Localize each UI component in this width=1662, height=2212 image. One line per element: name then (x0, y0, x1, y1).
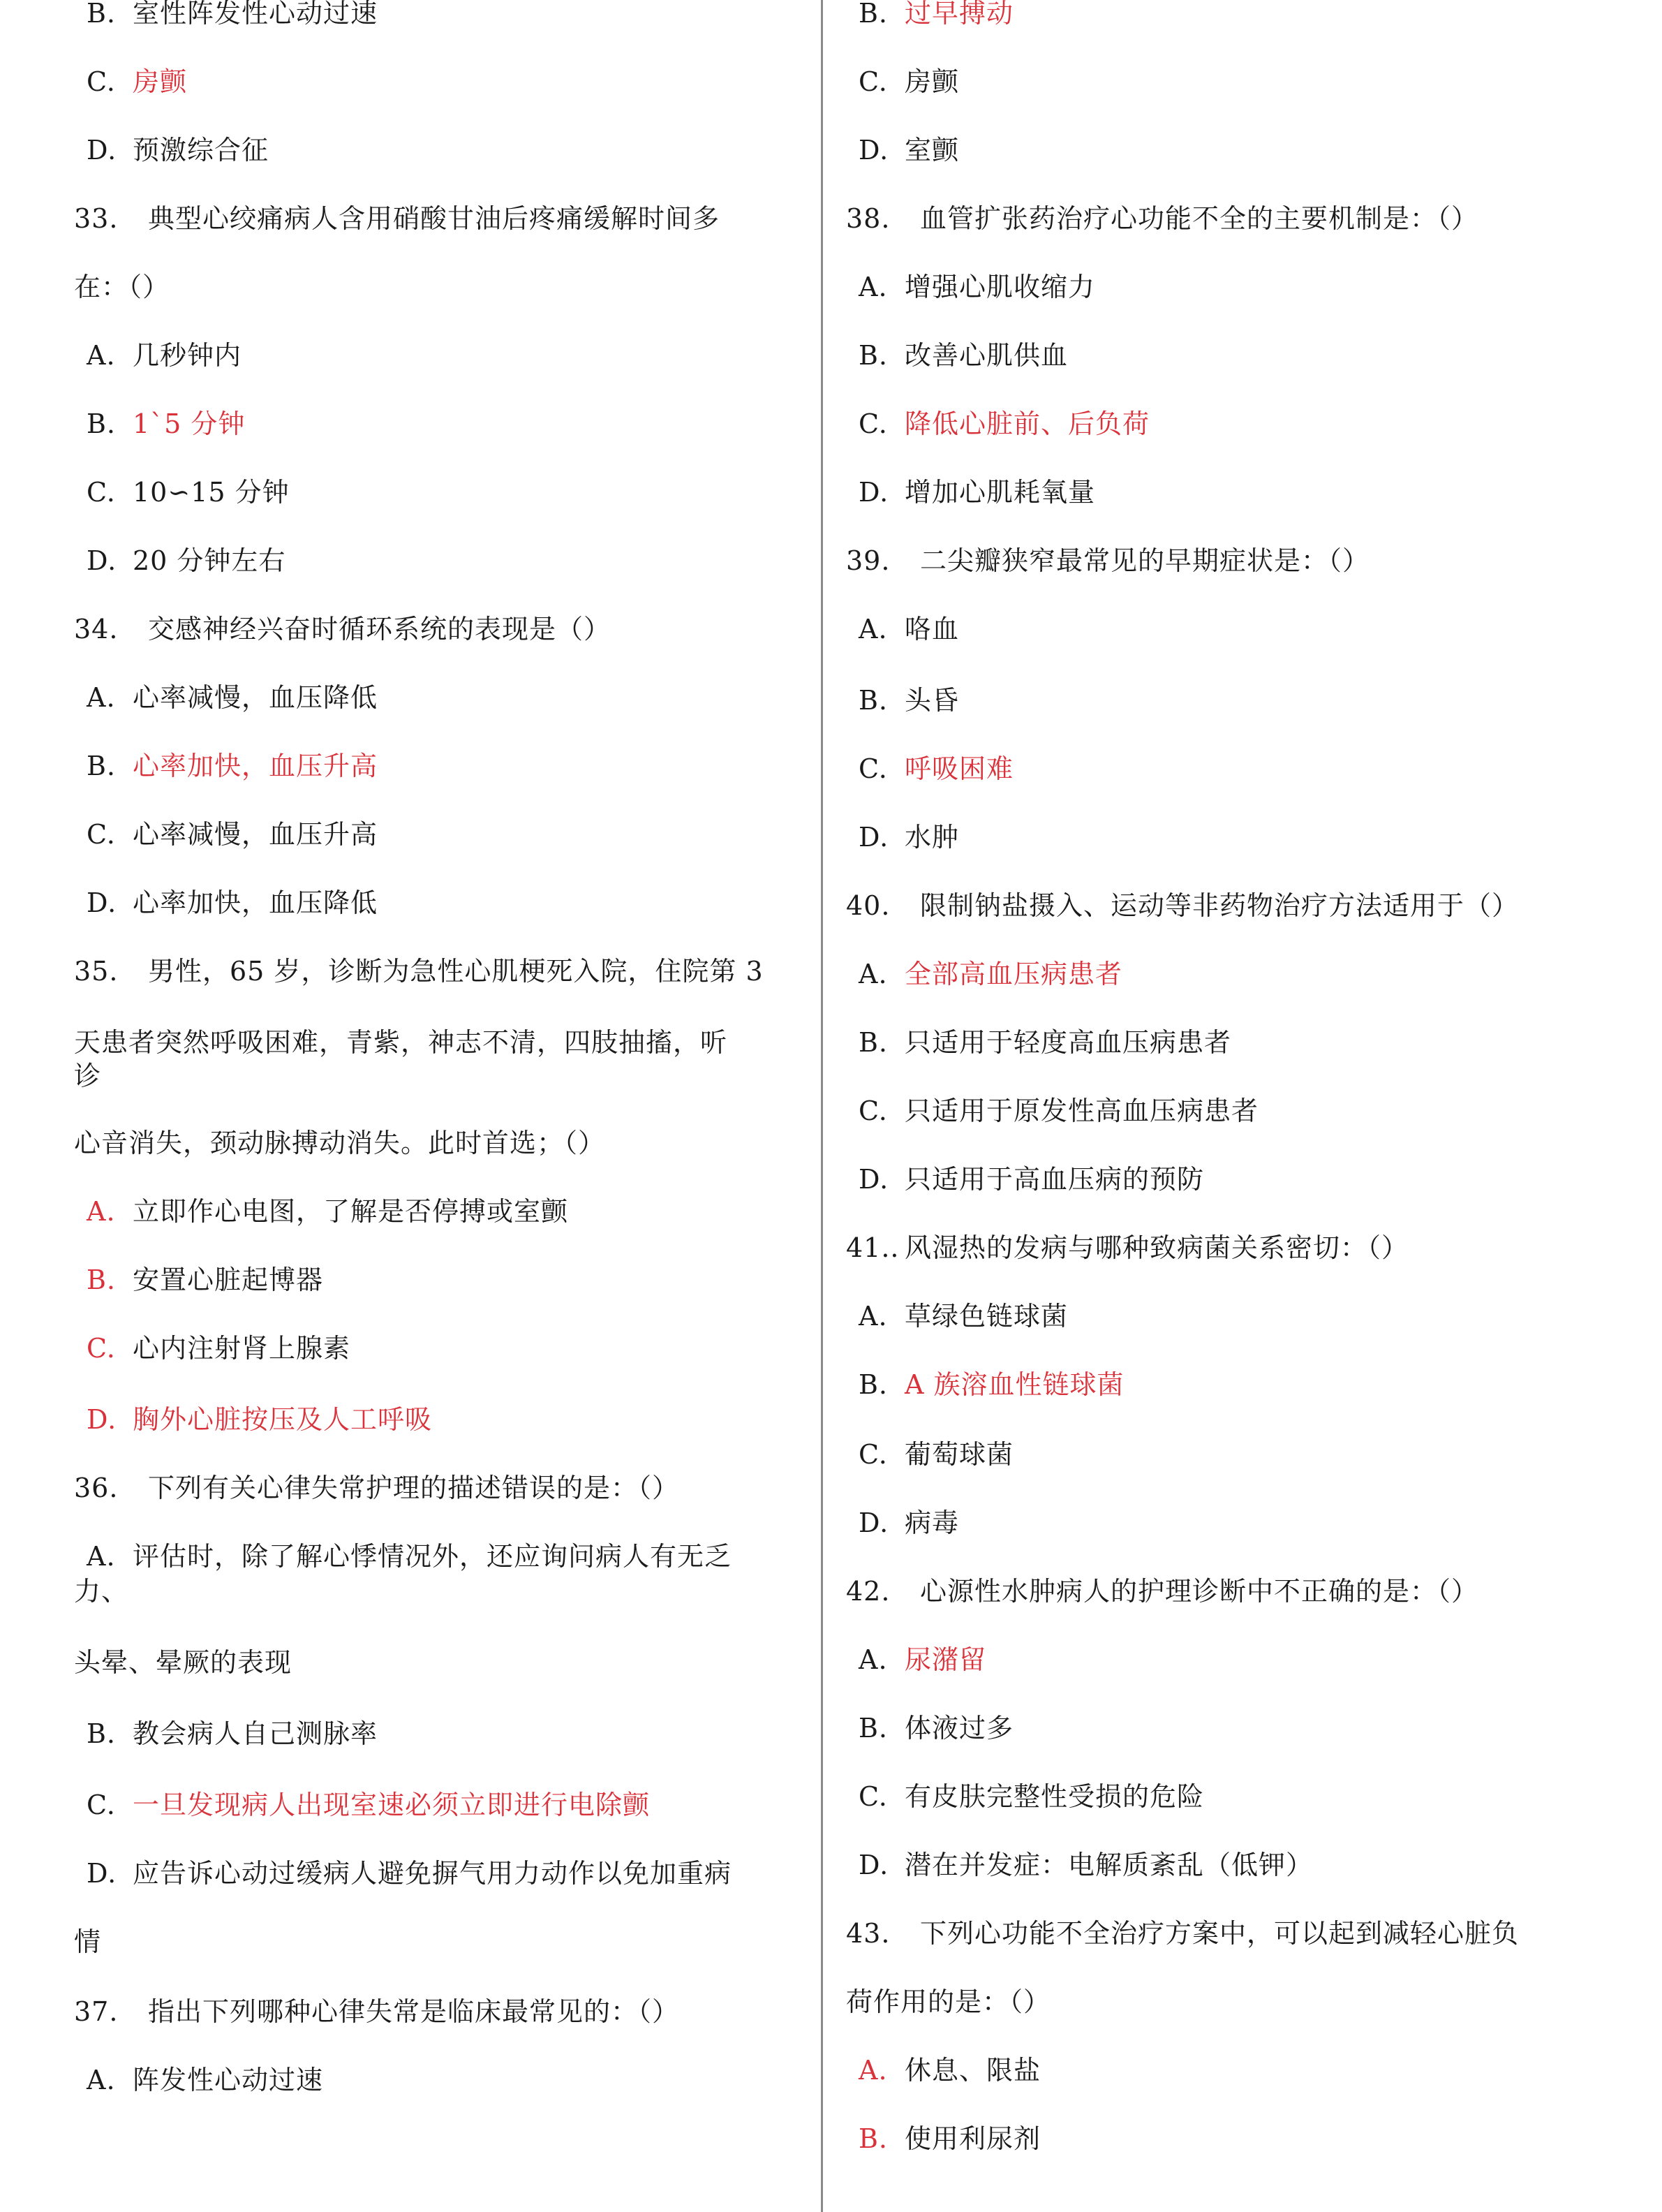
continuation-text: 诊 (74, 1061, 102, 1091)
question-stem (74, 616, 611, 642)
option-text: 20 分钟左右 (133, 545, 286, 576)
question-text: 下列心功能不全治疗方案中，可以起到减轻心脏负 (920, 1918, 1520, 1949)
answer-option (859, 408, 1150, 439)
question-text: 下列有关心律失常护理的描述错误的是：（） (148, 1473, 680, 1503)
option-text: 潜在并发症：电解质紊乱（低钾） (905, 1850, 1314, 1880)
continuation-text: 头晕、晕厥的表现 (74, 1647, 292, 1678)
option-letter: B. (859, 0, 889, 29)
answer-option (859, 342, 1068, 369)
option-text: 头昏 (905, 685, 960, 716)
option-text: 降低心脏前、后负荷 (905, 408, 1150, 439)
question-number: 35. (74, 956, 119, 987)
option-letter: C. (87, 1333, 116, 1364)
answer-option (859, 1507, 960, 1538)
option-letter: D. (859, 822, 889, 853)
option-letter: D. (859, 135, 889, 165)
answer-option (87, 753, 378, 779)
option-letter: C. (859, 408, 888, 439)
option-text: 尿潴留 (905, 1644, 987, 1675)
answer-option (87, 1335, 350, 1362)
answer-option (87, 342, 242, 369)
question-stem (846, 1234, 1409, 1261)
continuation-text: 心音消失，颈动脉搏动消失。此时首选；（） (74, 1128, 606, 1158)
option-text: 咯血 (905, 614, 960, 644)
option-letter: B. (87, 1264, 117, 1295)
option-text: 立即作心电图，了解是否停搏或室颤 (133, 1196, 569, 1227)
option-letter: B. (859, 1713, 889, 1743)
answer-option (859, 1371, 1125, 1398)
option-text: 房颤 (133, 66, 188, 97)
question-number: 42. (846, 1576, 891, 1607)
question-stem (846, 547, 1370, 574)
option-letter: C. (859, 66, 888, 97)
option-text: 使用利尿剂 (905, 2123, 1041, 2154)
option-text: 病毒 (905, 1507, 960, 1538)
answer-option (87, 684, 378, 711)
option-text: 增加心肌耗氧量 (905, 477, 1096, 508)
answer-option (859, 1029, 1231, 1056)
question-number: 36. (74, 1473, 119, 1503)
question-number: 40. (846, 890, 891, 921)
option-text: 只适用于原发性高血压病患者 (905, 1096, 1259, 1126)
option-letter: C. (87, 1790, 116, 1820)
answer-option (859, 479, 1095, 506)
option-text: 阵发性心动过速 (133, 2065, 324, 2095)
continuation-text: 荷作用的是：（） (846, 1986, 1051, 2017)
answer-option (859, 1646, 986, 1673)
answer-option (87, 1860, 732, 1887)
option-text: 休息、限盐 (905, 2055, 1041, 2086)
option-letter: D. (859, 477, 889, 508)
option-letter: C. (87, 819, 116, 850)
question-stem (74, 958, 764, 985)
option-letter: D. (87, 1858, 117, 1889)
option-letter: A. (859, 1301, 888, 1332)
option-letter: C. (859, 1781, 888, 1812)
option-letter: A. (87, 2065, 116, 2095)
option-letter: A. (87, 1196, 116, 1227)
answer-option (87, 821, 378, 848)
option-letter: B. (87, 1718, 117, 1749)
option-text: 水肿 (905, 822, 960, 853)
option-text: 全部高血压病患者 (905, 959, 1123, 989)
question-number: 34. (74, 614, 119, 644)
option-letter: D. (87, 135, 117, 165)
option-text: 安置心脏起博器 (133, 1264, 324, 1295)
answer-option (859, 1166, 1204, 1193)
answer-option (859, 755, 1014, 782)
answer-option (87, 0, 378, 27)
option-letter: C. (859, 1096, 888, 1126)
question-stem (74, 205, 720, 232)
answer-option (87, 408, 246, 439)
option-text: 有皮肤完整性受损的危险 (905, 1781, 1205, 1812)
option-letter: B. (87, 408, 117, 439)
option-letter: C. (859, 1439, 888, 1470)
option-text: 改善心肌供血 (905, 340, 1069, 371)
question-stem (74, 1998, 679, 2025)
option-text: 教会病人自己测脉率 (133, 1718, 378, 1749)
option-letter: A. (859, 2055, 888, 2086)
option-text: 室颤 (905, 135, 960, 165)
option-text: 房颤 (905, 66, 960, 97)
answer-option (859, 961, 1122, 987)
option-text: 室性阵发性心动过速 (133, 0, 378, 29)
option-text: 1`5 分钟 (133, 408, 246, 439)
option-text: 心率加快，血压降低 (133, 887, 378, 918)
question-text: 交感神经兴奋时循环系统的表现是（） (148, 614, 611, 644)
option-letter: A. (859, 614, 888, 644)
continuation-text: 力、 (74, 1576, 129, 1607)
question-text: 血管扩张药治疗心功能不全的主要机制是：（） (920, 203, 1479, 234)
answer-option (859, 0, 1014, 27)
answer-option (87, 479, 290, 506)
question-stem (74, 1475, 679, 1501)
option-letter: A. (87, 340, 116, 371)
option-text: 草绿色链球菌 (905, 1301, 1069, 1332)
continuation-text: 天患者突然呼吸困难，青紫，神志不清，四肢抽搐，听 (74, 1027, 728, 1058)
answer-option (87, 1792, 650, 1818)
question-stem (846, 205, 1478, 232)
question-text: 典型心绞痛病人含用硝酸甘油后疼痛缓解时间多 (148, 203, 720, 234)
option-letter: D. (87, 1404, 117, 1435)
option-text: 心率加快，血压升高 (133, 751, 378, 781)
option-letter: A. (859, 272, 888, 302)
option-letter: D. (859, 1164, 889, 1195)
answer-option (859, 1783, 1204, 1810)
option-text: 几秒钟内 (133, 340, 242, 371)
question-stem (846, 1920, 1519, 1947)
option-letter: A. (859, 959, 888, 989)
question-text: 风湿热的发病与哪种致病菌关系密切：（） (905, 1232, 1409, 1263)
option-text: A 族溶血性链球菌 (905, 1369, 1125, 1400)
answer-option (87, 1543, 732, 1570)
option-text: 10∽15 分钟 (133, 477, 290, 508)
question-number: 43. (846, 1918, 891, 1949)
question-stem (846, 892, 1519, 919)
question-number: 33. (74, 203, 119, 234)
option-letter: B. (859, 685, 889, 716)
option-text: 体液过多 (905, 1713, 1014, 1743)
question-text: 男性，65 岁，诊断为急性心肌梗死入院，住院第 3 (148, 956, 764, 987)
answer-option (87, 1264, 324, 1295)
option-letter: B. (859, 1027, 889, 1058)
continuation-text: 情 (74, 1926, 102, 1957)
option-letter: B. (87, 0, 117, 29)
question-number: 39. (846, 545, 891, 576)
option-text: 预激综合征 (133, 135, 269, 165)
answer-option (859, 1852, 1313, 1878)
question-text: 心源性水肿病人的护理诊断中不正确的是：（） (920, 1576, 1479, 1607)
answer-option (859, 68, 959, 95)
answer-option (859, 137, 959, 163)
answer-option (87, 547, 285, 574)
option-letter: D. (87, 887, 117, 918)
answer-option (87, 68, 187, 95)
option-letter: D. (859, 1507, 889, 1538)
answer-option (859, 2057, 1041, 2084)
answer-option (87, 887, 378, 918)
option-letter: B. (859, 1369, 889, 1400)
answer-option (859, 1301, 1069, 1332)
option-text: 只适用于轻度高血压病患者 (905, 1027, 1232, 1058)
answer-option (859, 274, 1095, 300)
option-letter: A. (87, 682, 116, 713)
continuation-text: 在：（） (74, 272, 170, 302)
option-text: 评估时，除了解心悸情况外，还应询问病人有无乏 (133, 1541, 732, 1572)
question-text: 指出下列哪种心律失常是临床最常见的：（） (148, 1996, 680, 2027)
option-text: 呼吸困难 (905, 753, 1014, 784)
answer-option (87, 1406, 432, 1433)
option-text: 葡萄球菌 (905, 1439, 1014, 1470)
answer-option (87, 1720, 378, 1747)
question-number: 41.. (846, 1232, 900, 1263)
question-number: 37. (74, 1996, 119, 2027)
answer-option (859, 1441, 1014, 1468)
answer-option (87, 137, 269, 163)
option-text: 过早搏动 (905, 0, 1014, 29)
option-text: 胸外心脏按压及人工呼吸 (133, 1404, 433, 1435)
answer-option (859, 687, 959, 714)
option-text: 增强心肌收缩力 (905, 272, 1096, 302)
option-letter: B. (87, 751, 117, 781)
option-text: 只适用于高血压病的预防 (905, 1164, 1205, 1195)
option-letter: C. (859, 753, 888, 784)
option-letter: D. (87, 545, 117, 576)
answer-option (87, 2067, 323, 2093)
option-text: 应告诉心动过缓病人避免摒气用力动作以免加重病 (133, 1858, 732, 1889)
question-stem (846, 1578, 1478, 1605)
option-text: 心内注射肾上腺素 (133, 1333, 351, 1364)
answer-option (859, 2125, 1041, 2152)
option-letter: D. (859, 1850, 889, 1880)
option-text: 心率减慢，血压降低 (133, 682, 378, 713)
question-text: 限制钠盐摄入、运动等非药物治疗方法适用于（） (920, 890, 1520, 921)
option-letter: A. (859, 1644, 888, 1675)
option-text: 一旦发现病人出现室速必须立即进行电除颤 (133, 1790, 651, 1820)
answer-option (87, 1198, 568, 1225)
option-text: 心率减慢，血压升高 (133, 819, 378, 850)
answer-option (859, 822, 960, 853)
option-letter: A. (87, 1541, 116, 1572)
answer-option (859, 1098, 1259, 1124)
question-number: 38. (846, 203, 891, 234)
column-divider (821, 0, 823, 2212)
answer-option (859, 616, 959, 642)
option-letter: B. (859, 340, 889, 371)
question-text: 二尖瓣狭窄最常见的早期症状是：（） (920, 545, 1370, 576)
option-letter: C. (87, 66, 116, 97)
answer-option (859, 1715, 1014, 1741)
option-letter: C. (87, 477, 116, 508)
option-letter: B. (859, 2123, 889, 2154)
